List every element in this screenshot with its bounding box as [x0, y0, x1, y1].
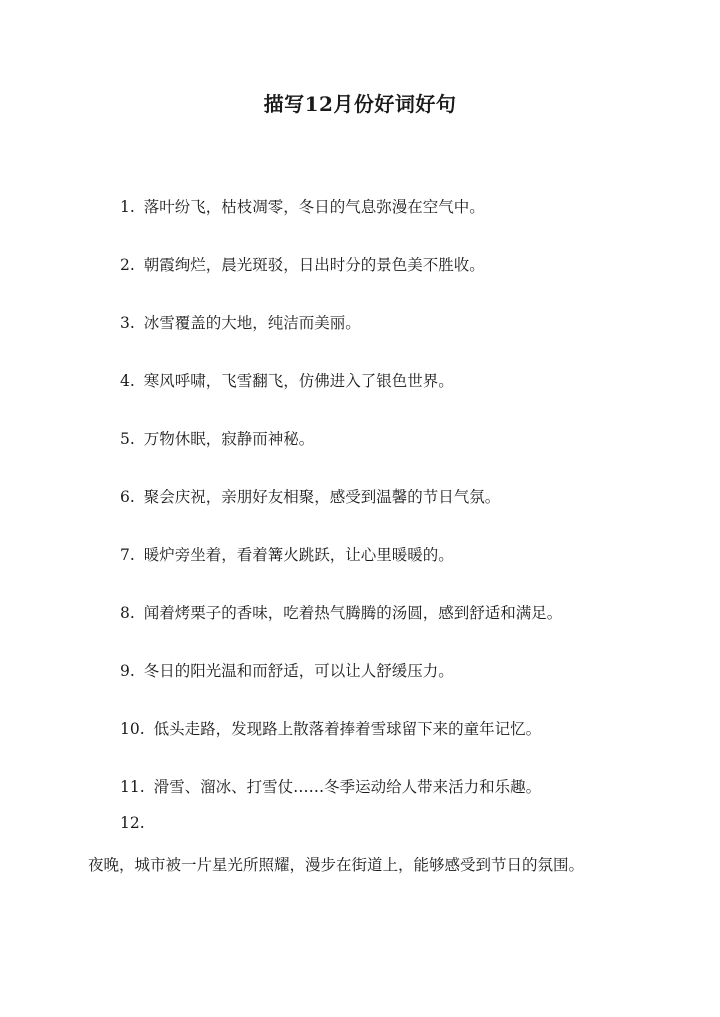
item-number: 12. [120, 814, 145, 832]
item-text: 滑雪、溜冰、打雪仗……冬季运动给人带来活力和乐趣。 [153, 778, 542, 796]
list-item [0, 192, 720, 250]
list-item [0, 656, 720, 714]
item-text: 夜晚，城市被一片星光所照耀，漫步在街道上，能够感受到节日的氛围。 [88, 856, 585, 874]
item-number: 9. [120, 662, 135, 680]
item-text: 落叶纷飞，枯枝凋零，冬日的气息弥漫在空气中。 [143, 198, 485, 216]
list-item [0, 308, 720, 366]
item-text: 低头走路，发现路上散落着捧着雪球留下来的童年记忆。 [153, 720, 542, 738]
phrase-list [0, 192, 720, 830]
item-text: 冰雪覆盖的大地，纯洁而美丽。 [143, 314, 361, 332]
item-number: 2. [120, 256, 135, 274]
item-text: 暖炉旁坐着，看着篝火跳跃，让心里暖暖的。 [143, 546, 454, 564]
item-number: 4. [120, 372, 135, 390]
item-number: 7. [120, 546, 135, 564]
list-item [0, 424, 720, 482]
item-number: 5. [120, 430, 135, 448]
list-item [0, 366, 720, 424]
list-item [0, 598, 720, 656]
item-number: 3. [120, 314, 135, 332]
list-item [0, 482, 720, 540]
list-item [0, 714, 720, 772]
item-text: 万物休眠，寂静而神秘。 [143, 430, 315, 448]
item-number: 1. [120, 198, 135, 216]
item-number: 10. [120, 720, 145, 738]
item-text: 寒风呼啸，飞雪翻飞，仿佛进入了银色世界。 [143, 372, 454, 390]
item-text: 聚会庆祝，亲朋好友相聚，感受到温馨的节日气氛。 [143, 488, 501, 506]
list-item [0, 540, 720, 598]
item-number: 11. [120, 778, 145, 796]
list-item [0, 772, 720, 830]
item-number: 6. [120, 488, 135, 506]
item-text: 冬日的阳光温和而舒适，可以让人舒缓压力。 [143, 662, 454, 680]
page-title: 描写12月份好词好句 [263, 92, 457, 116]
list-item [0, 250, 720, 308]
item-text: 闻着烤栗子的香味，吃着热气腾腾的汤圆，感到舒适和满足。 [143, 604, 563, 622]
item-number: 8. [120, 604, 135, 622]
item-text: 朝霞绚烂，晨光斑驳，日出时分的景色美不胜收。 [143, 256, 485, 274]
